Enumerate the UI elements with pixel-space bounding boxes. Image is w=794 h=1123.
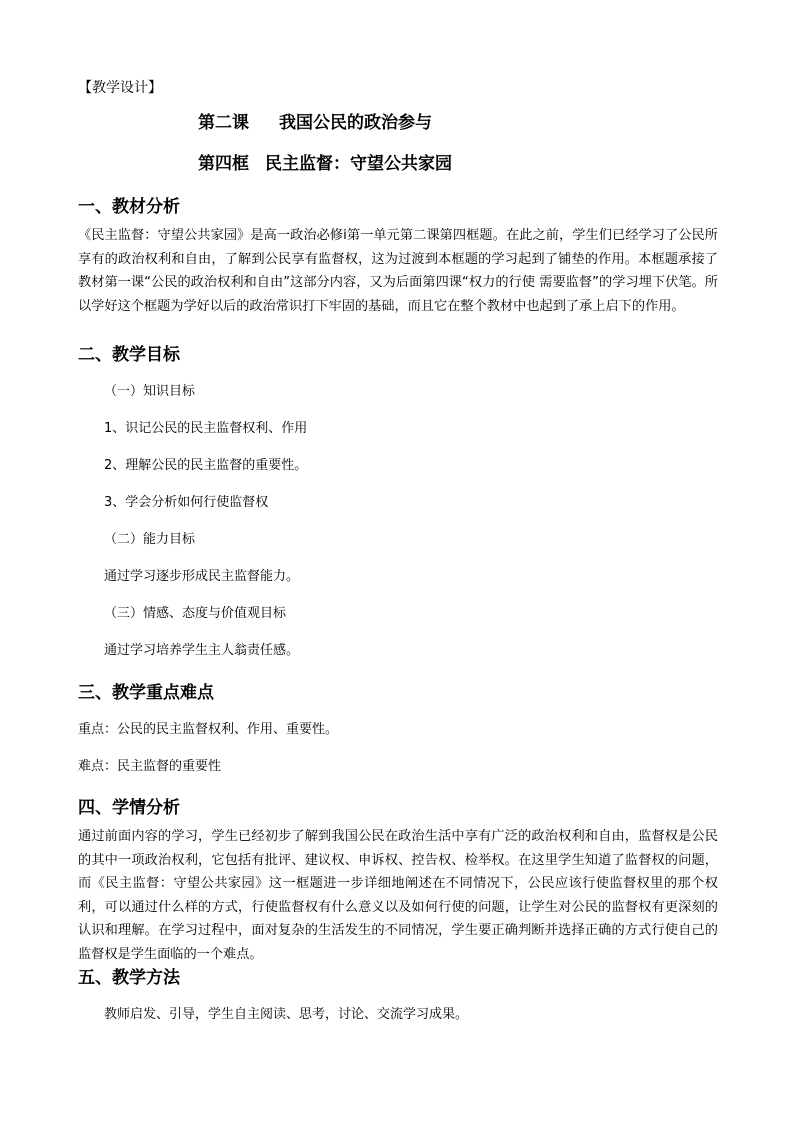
header-tag: 【教学设计】 — [78, 80, 162, 96]
frame-number: 第四框 — [198, 154, 249, 174]
lesson-title — [198, 108, 432, 133]
teaching-methods-text: 教师启发、引导，学生自主阅读、思考，讨论、交流学习成果。 — [104, 1007, 469, 1022]
section-heading-key-difficult-points: 三、教学重点难点 — [78, 683, 214, 703]
frame-title — [198, 149, 452, 174]
section-heading-teaching-objectives: 二、教学目标 — [78, 345, 180, 365]
section-heading-textbook-analysis: 一、教材分析 — [78, 197, 180, 217]
ability-objective-text: 通过学习逐步形成民主监督能力。 — [104, 569, 300, 584]
knowledge-objective-item-1: 1、识记公民的民主监督权利、作用 — [104, 421, 308, 436]
emotion-objective-text: 通过学习培养学生主人翁责任感。 — [104, 643, 300, 658]
emotion-objective-label: （三）情感、态度与价值观目标 — [104, 606, 287, 621]
knowledge-objective-label: （一）知识目标 — [104, 384, 196, 399]
section-heading-teaching-methods: 五、教学方法 — [78, 968, 180, 988]
lesson-number: 第二课 — [198, 113, 249, 133]
difficult-point-text: 难点：民主监督的重要性 — [78, 759, 222, 774]
textbook-analysis-paragraph: 《民主监督：守望公共家园》是高一政治必修ⅰ第一单元第二课第四框题。在此之前，学生们已经学习了公民所享有的政治权利和自由，了解到公民享有监督权，这为过渡到本框题的学习起到了铺垫的作用。本框题承接了教材第一课“公民的政治权利和自由”这部分内容，又为后面第四课“权力的行使 需要监督”的学习埋下伏笔。所以学好这个框题为学好以后的政治常识打下牢固的基础，而且它在整个教材中也起到了承上启下的作用。 — [78, 228, 718, 314]
key-point-text: 重点：公民的民主监督权利、作用、重要性。 — [78, 722, 339, 737]
knowledge-objective-item-2: 2、理解公民的民主监督的重要性。 — [104, 458, 308, 473]
learner-analysis-paragraph: 通过前面内容的学习，学生已经初步了解到我国公民在政治生活中享有广泛的政治权利和自由，监督权是公民的其中一项政治权利，它包括有批评、建议权、申诉权、控告权、检举权。在这里学生知道了监督权的问题，而《民主监督：守望公共家园》这一框题进一步详细地阐述在不同情况下，公民应该行使监督权里的那个权利，可以通过什么样的方式，行使监督权有什么意义以及如何行使的问题，让学生对公民的监督权有更深刻的认识和理解。在学习过程中，面对复杂的生活发生的不同情况，学生要正确判断并选择正确的方式行使自己的监督权是学生面临的一个难点。 — [78, 829, 718, 962]
ability-objective-label: （二）能力目标 — [104, 532, 196, 547]
section-heading-learner-analysis: 四、学情分析 — [78, 798, 180, 818]
frame-topic: 民主监督：守望公共家园 — [265, 154, 452, 174]
lesson-topic: 我国公民的政治参与 — [279, 113, 432, 133]
knowledge-objective-item-3: 3、学会分析如何行使监督权 — [104, 495, 269, 510]
